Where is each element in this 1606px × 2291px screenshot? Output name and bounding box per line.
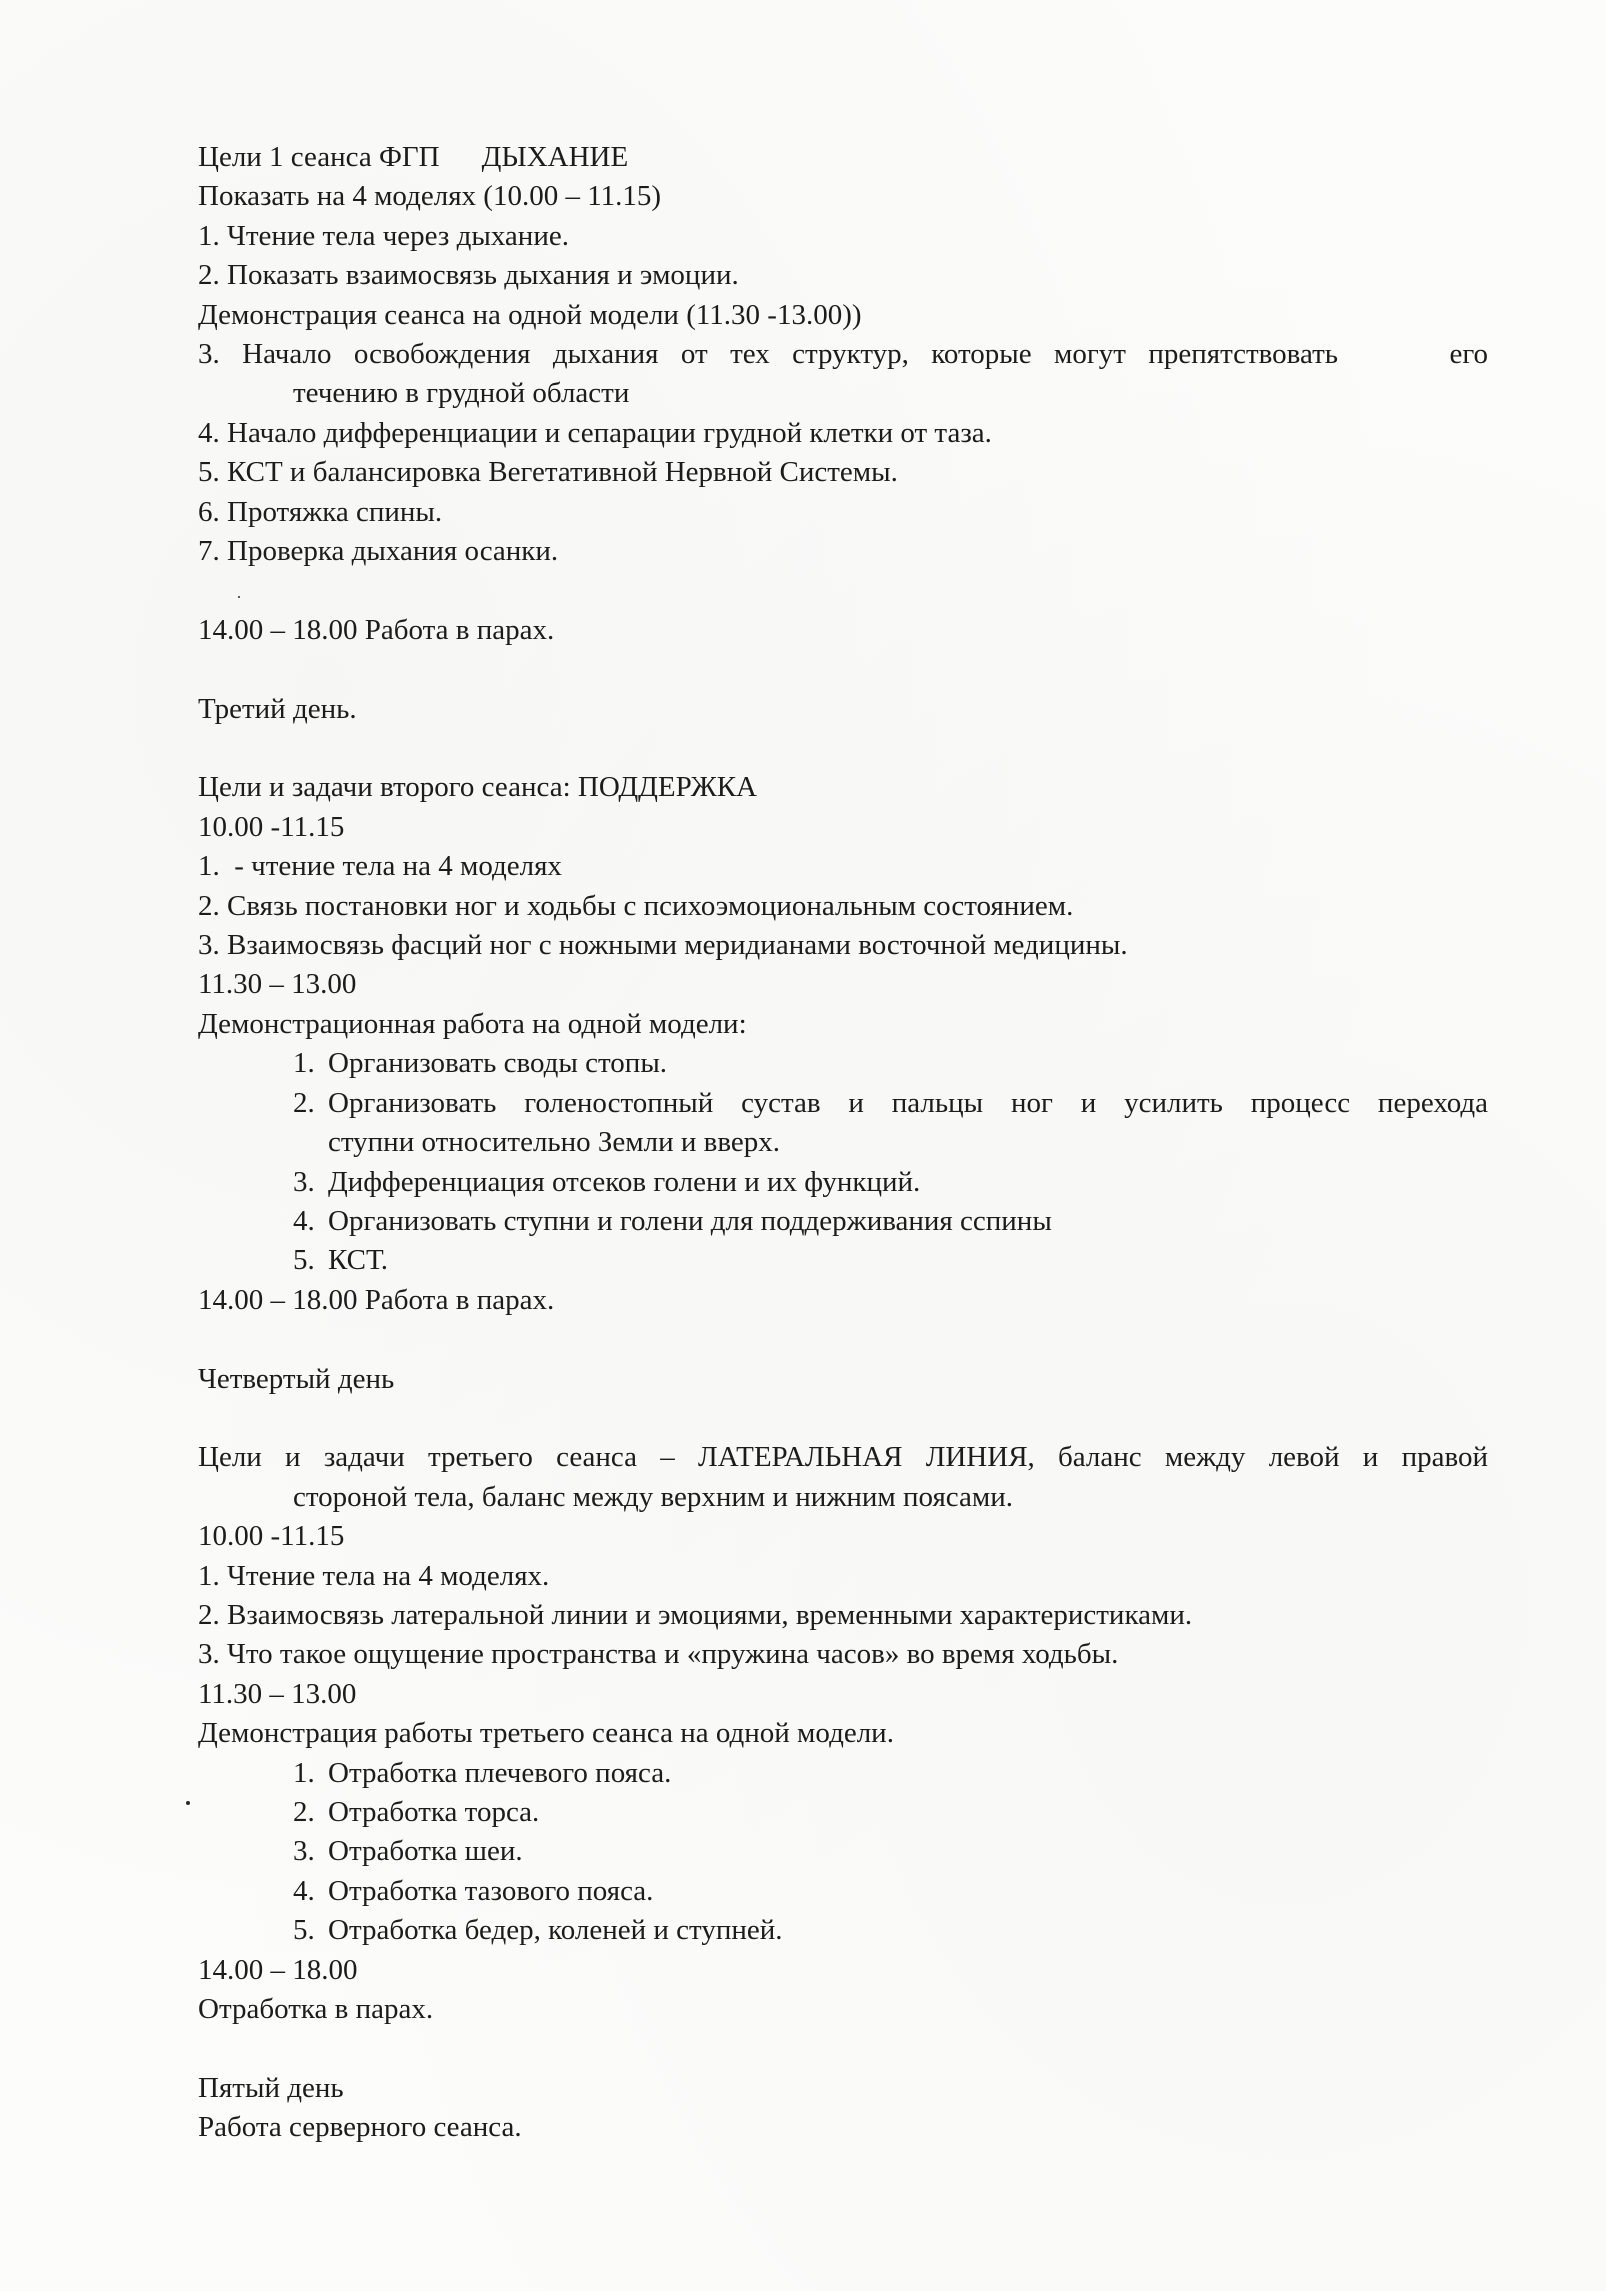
day-heading: Третий день. — [198, 692, 357, 725]
time-slot: 11.30 – 13.00 — [198, 1677, 357, 1710]
title-topic: ДЫХАНИЕ — [481, 141, 629, 173]
ordered-item — [198, 1163, 1488, 1202]
item-3-end: его — [1449, 338, 1488, 371]
item-text — [328, 1084, 1488, 1163]
item-text: КСТ. — [328, 1244, 389, 1277]
ordered-item — [198, 1911, 1488, 1950]
session-goals-continuation: стороной тела, баланс между верхним и нижним поясами. — [293, 1480, 1014, 1513]
list-item-3 — [198, 335, 1488, 374]
pairs-work: 14.00 – 18.00 Работа в парах. — [198, 1283, 555, 1316]
list-item: 2. Показать взаимосвязь дыхания и эмоции. — [198, 259, 739, 292]
day-5-text: Работа серверного сеанса. — [198, 2111, 522, 2144]
title-text: Цели 1 сеанса ФГП — [198, 141, 440, 173]
time-slot: 10.00 -11.15 — [198, 1520, 345, 1553]
list-item: 7. Проверка дыхания осанки. — [198, 535, 559, 568]
scan-speck — [186, 1801, 190, 1805]
list-item: 3. Взаимосвязь фасций ног с ножными меридианами восточной медицины. — [198, 929, 1128, 962]
ordered-item — [198, 1754, 1488, 1793]
list-item: 3. Что такое ощущение пространства и «пружина часов» во время ходьбы. — [198, 1638, 1119, 1671]
item-number: 2. — [293, 1795, 315, 1828]
blank-line — [198, 650, 1488, 689]
item-number: 2. — [293, 1086, 315, 1119]
show-on-models: Показать на 4 моделях (10.00 – 11.15) — [198, 180, 662, 213]
list-item: 2. Взаимосвязь латеральной линии и эмоциями, временными характеристиками. — [198, 1598, 1193, 1631]
ordered-item — [198, 1872, 1488, 1911]
time-slot: 10.00 -11.15 — [198, 810, 345, 843]
item-number: 3. — [293, 1835, 315, 1868]
day-heading: Четвертый день — [198, 1362, 395, 1395]
item-text-line: ступни относительно Земли и вверх. — [328, 1126, 781, 1159]
pairs-work: 14.00 – 18.00 Работа в парах. — [198, 613, 555, 646]
blank-line — [198, 1320, 1488, 1359]
time-slot: 11.30 – 13.00 — [198, 968, 357, 1001]
item-text: Отработка торса. — [328, 1795, 540, 1828]
list-item: 2. Связь постановки ног и ходьбы с психоэмоциональным состоянием. — [198, 889, 1074, 922]
ordered-item — [198, 1084, 1488, 1163]
ordered-item — [198, 1832, 1488, 1871]
item-number: 4. — [293, 1204, 315, 1237]
item-number: 3. — [293, 1165, 315, 1198]
demo-line: Демонстрация сеанса на одной модели (11.30 -13.00)) — [198, 298, 862, 331]
item-number: 5. — [293, 1244, 315, 1277]
item-text: Отработка бедер, коленей и ступней. — [328, 1914, 783, 1947]
ordered-item — [198, 1044, 1488, 1083]
item-text: Отработка шеи. — [328, 1835, 523, 1868]
item-3-text: 3. Начало освобождения дыхания от тех структур, которые могут препятствовать — [198, 338, 1338, 371]
item-number: 5. — [293, 1914, 315, 1947]
session-1-title — [198, 138, 1488, 177]
pairs-work: Отработка в парах. — [198, 1993, 434, 2026]
list-item: 1. Чтение тела на 4 моделях. — [198, 1559, 550, 1592]
demo-heading: Демонстрационная работа на одной модели: — [198, 1007, 747, 1040]
item-text: Отработка плечевого пояса. — [328, 1756, 672, 1789]
list-item: 1. Чтение тела через дыхание. — [198, 219, 569, 252]
blank-line — [198, 571, 1488, 610]
day-5 — [198, 2069, 1488, 2148]
item-text: Дифференциация отсеков голени и их функций. — [328, 1165, 921, 1198]
item-number: 4. — [293, 1874, 315, 1907]
blank-line — [198, 729, 1488, 768]
session-1-breathing — [198, 138, 1488, 690]
item-number: 1. — [293, 1756, 315, 1789]
list-item: 4. Начало дифференциации и сепарации грудной клетки от таза. — [198, 416, 992, 449]
ordered-item — [198, 1202, 1488, 1241]
session-goals: Цели и задачи третьего сеанса – ЛАТЕРАЛЬНАЯ ЛИНИЯ, баланс между левой и правой — [198, 1441, 1488, 1474]
item-text: Организовать своды стопы. — [328, 1047, 668, 1080]
blank-line — [198, 1399, 1488, 1438]
item-text-line: Организовать голеностопный сустав и пальцы ног и усилить процесс перехода — [328, 1086, 1488, 1119]
item-text: Отработка тазового пояса. — [328, 1874, 654, 1907]
list-item: 6. Протяжка спины. — [198, 495, 443, 528]
document-body — [198, 138, 1488, 2148]
list-item: 5. КСТ и балансировка Вегетативной Нервной Системы. — [198, 456, 898, 489]
time-slot: 14.00 – 18.00 — [198, 1953, 358, 1986]
item-text: Организовать ступни и голени для поддерживания сспины — [328, 1204, 1052, 1237]
list-item-3-continuation: течению в грудной области — [293, 377, 630, 410]
day-4 — [198, 1360, 1488, 2069]
ordered-item — [198, 1241, 1488, 1280]
day-heading: Пятый день — [198, 2071, 344, 2104]
list-item: 1. - чтение тела на 4 моделях — [198, 850, 562, 883]
item-number: 1. — [293, 1047, 315, 1080]
ordered-item — [198, 1793, 1488, 1832]
day-3 — [198, 690, 1488, 1360]
session-goals: Цели и задачи второго сеанса: ПОДДЕРЖКА — [198, 771, 758, 804]
blank-line — [198, 2029, 1488, 2068]
demo-heading: Демонстрация работы третьего сеанса на одной модели. — [198, 1717, 894, 1750]
